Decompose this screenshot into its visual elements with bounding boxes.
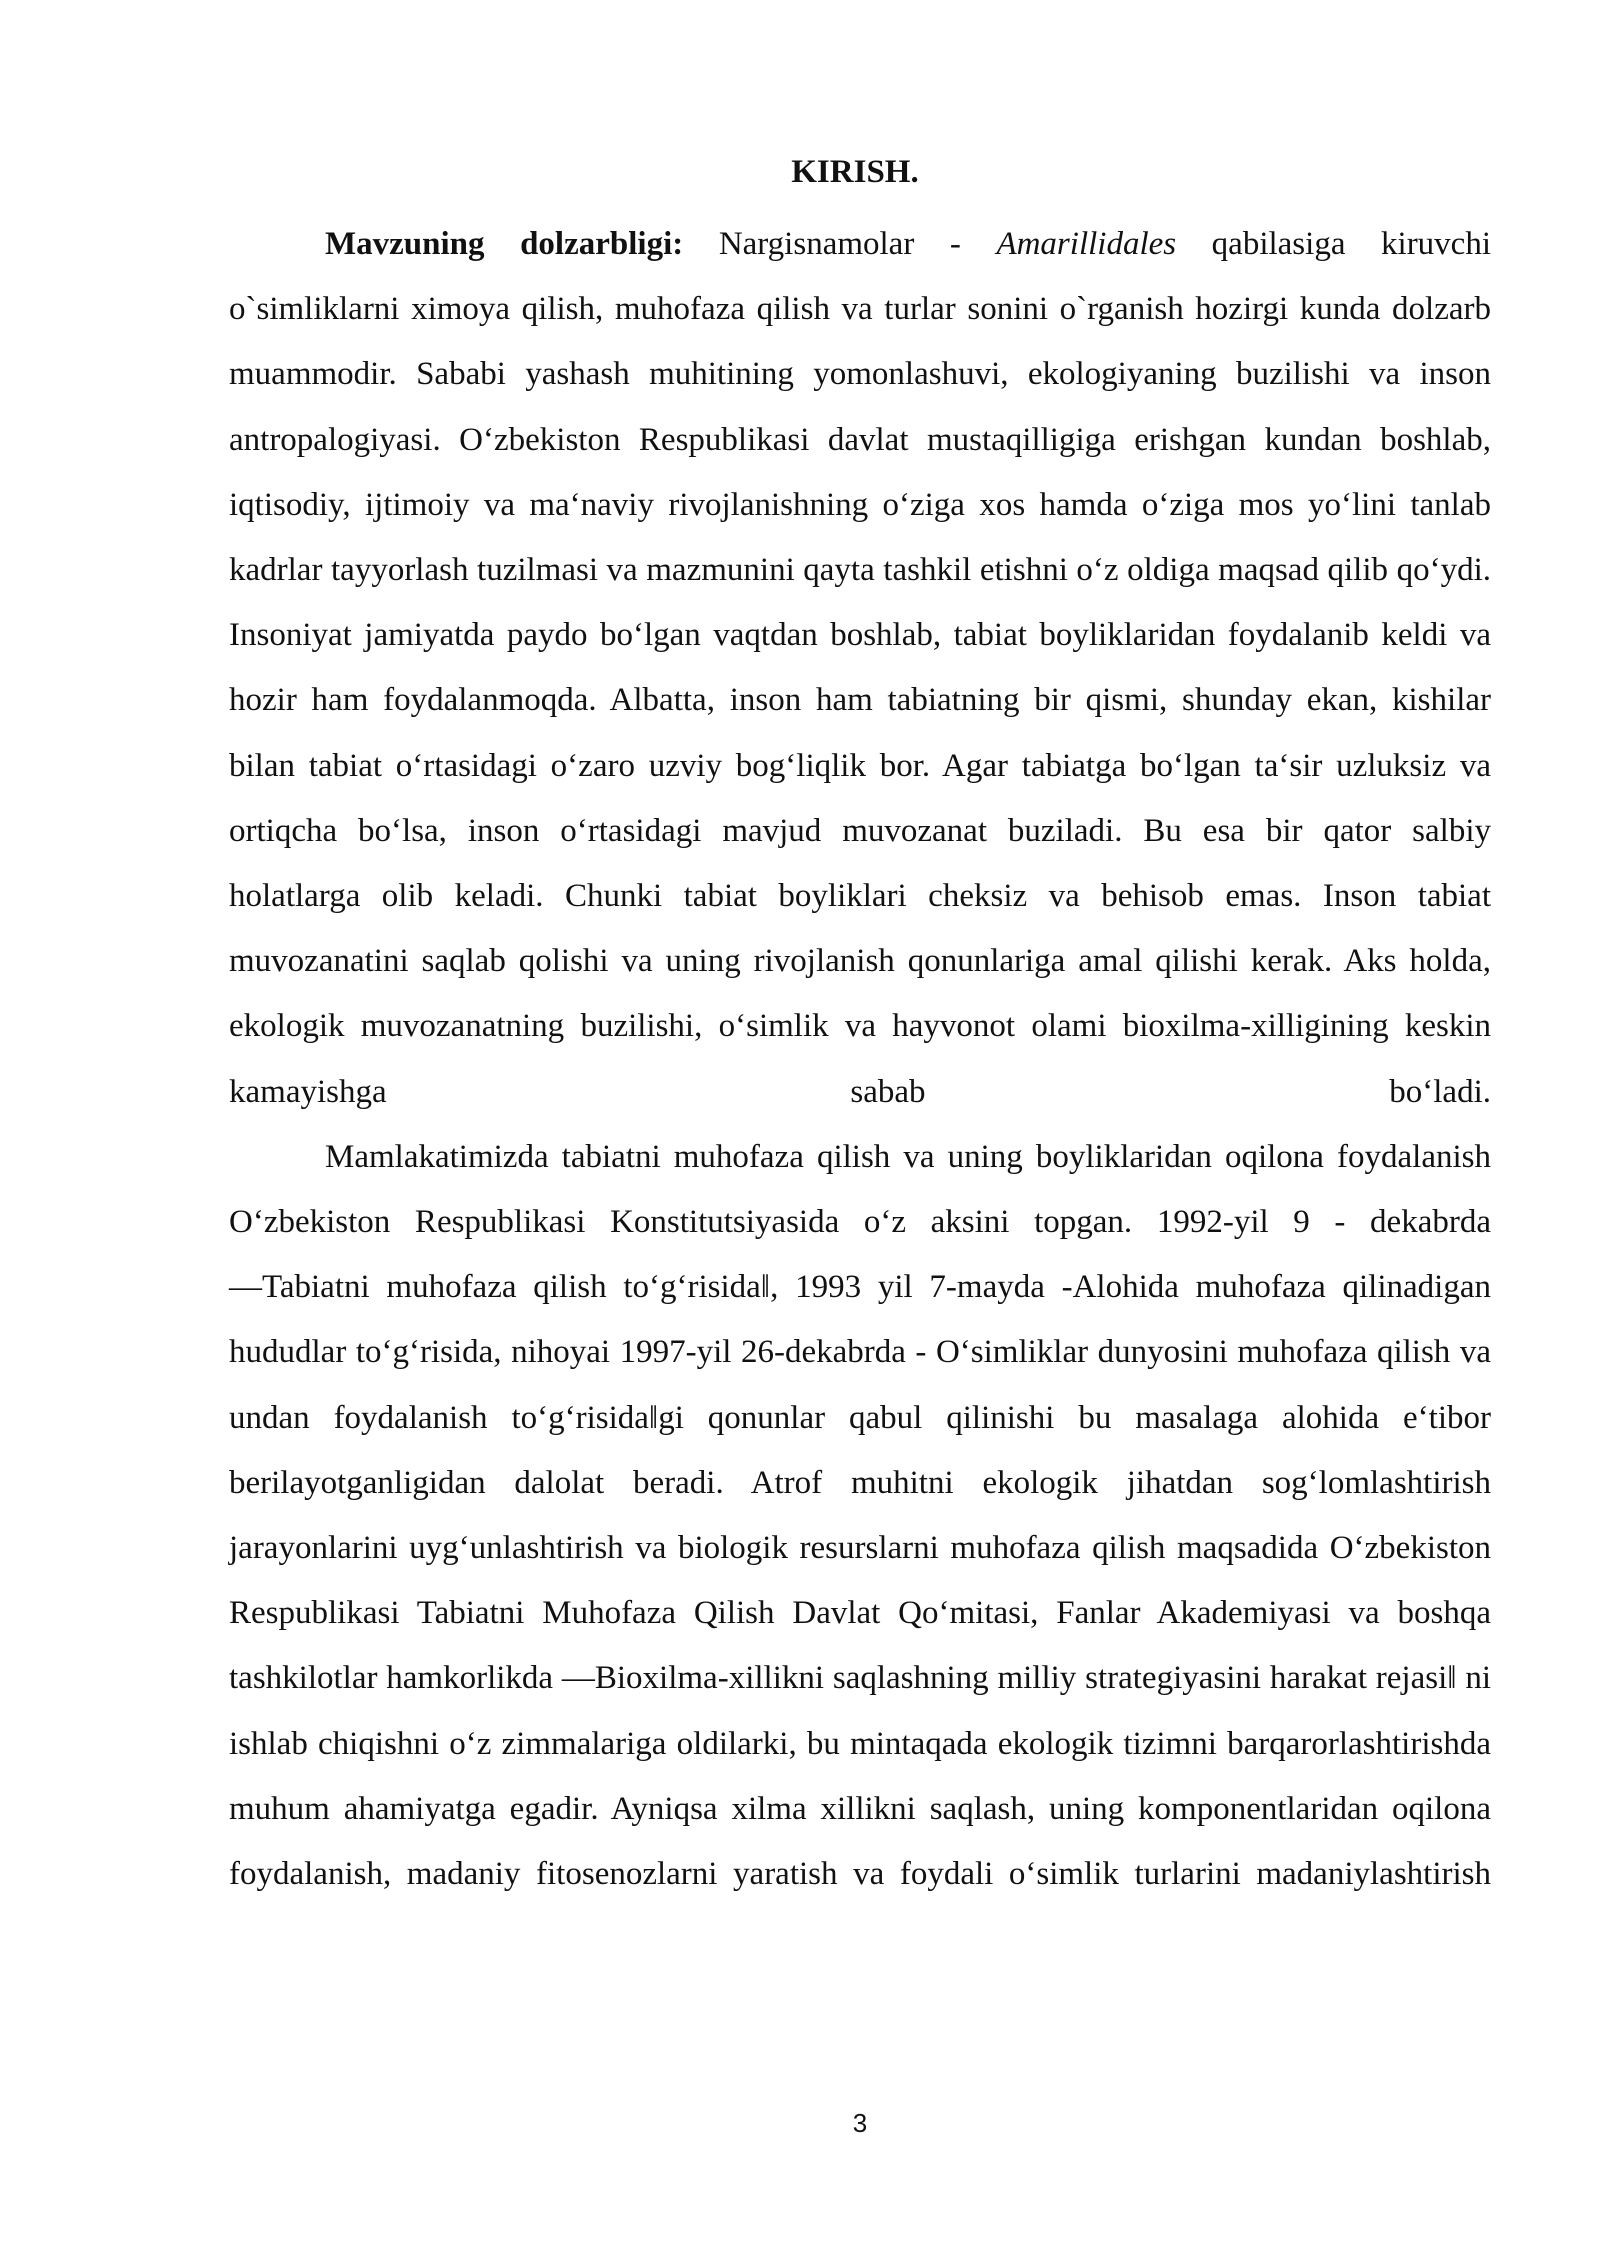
paragraph-text-before-term: Nargisnamolar - <box>683 226 997 262</box>
body-text <box>229 212 1491 1907</box>
paragraph-text-after-term: qabilasiga kiruvchi o`simliklarni ximoya qilish, muhofaza qilish va turlar sonini o`rganish hozirgi kunda dolzarb muammodir. Sababi yashash muhitining yomonlashuvi, ekologiyaning buzilishi va inson antropalogiyasi. O‘zbekiston Respublikasi davlat mustaqilligiga erishgan kundan boshlab, iqtisodiy, ijtimoiy va ma‘naviy rivojlanishning o‘ziga xos hamda o‘ziga mos yo‘lini tanlab kadrlar tayyorlash tuzilmasi va mazmunini qayta tashkil etishni o‘z oldiga maqsad qilib qo‘ydi. Insoniyat jamiyatda paydo bo‘lgan vaqtdan boshlab, tabiat boyliklaridan foydalanib keldi va hozir ham foydalanmoqda. Albatta, inson ham tabiatning bir qismi, shunday ekan, kishilar bilan tabiat o‘rtasidagi o‘zaro uzviy bog‘liqlik bor. Agar tabiatga bo‘lgan ta‘sir uzluksiz va ortiqcha bo‘lsa, inson o‘rtasidagi mavjud muvozanat buziladi. Bu esa bir qator salbiy holatlarga olib keladi. Chunki tabiat boyliklari cheksiz va behisob emas. Inson tabiat muvozanatini saqlab qolishi va uning rivojlanish qonunlariga amal qilishi kerak. Aks holda, ekologik muvozanatning buzilishi, o‘simlik va hayvonot olami bioxilma-xilligining keskin kamayishga sabab bo‘ladi. <box>229 226 1491 1110</box>
paragraph-heading: Mavzuning dolzarbligi: <box>325 226 684 262</box>
page-number: 3 <box>852 2108 868 2138</box>
paragraph-legislation: Mamlakatimizda tabiatni muhofaza qilish va uning boyliklaridan oqilona foydalanish O‘zbekiston Respublikasi Konstitutsiyasida o‘z aksini topgan. 1992-yil 9 - dekabrda ―Tabiatni muhofaza qilish to‘g‘risida‖, 1993 yil 7-mayda -Alohida muhofaza qilinadigan hududlar to‘g‘risida, nihoyai 1997-yil 26-dekabrda - O‘simliklar dunyosini muhofaza qilish va undan foydalanish to‘g‘risida‖gi qonunlar qabul qilinishi bu masalaga alohida e‘tibor berilayotganligidan dalolat beradi. Atrof muhitni ekologik jihatdan sog‘lomlashtirish jarayonlarini uyg‘unlashtirish va biologik resurslarni muhofaza qilish maqsadida O‘zbekiston Respublikasi Tabiatni Muhofaza Qilish Davlat Qo‘mitasi, Fanlar Akademiyasi va boshqa tashkilotlar hamkorlikda ―Bioxilma-xillikni saqlashning milliy strategiyasini harakat rejasi‖ ni ishlab chiqishni o‘z zimmalariga oldilarki, bu mintaqada ekologik tizimni barqarorlashtirishda muhum ahamiyatga egadir. Ayniqsa xilma xillikni saqlash, uning komponentlaridan oqilona foydalanish, madaniy fitosenozlarni yaratish va foydali o‘simlik turlarini madaniylashtirish <box>229 1138 1491 1893</box>
latin-term: Amarillidales <box>996 226 1177 262</box>
page-title: KIRISH. <box>791 154 919 190</box>
paragraph-relevance <box>229 212 1491 1125</box>
